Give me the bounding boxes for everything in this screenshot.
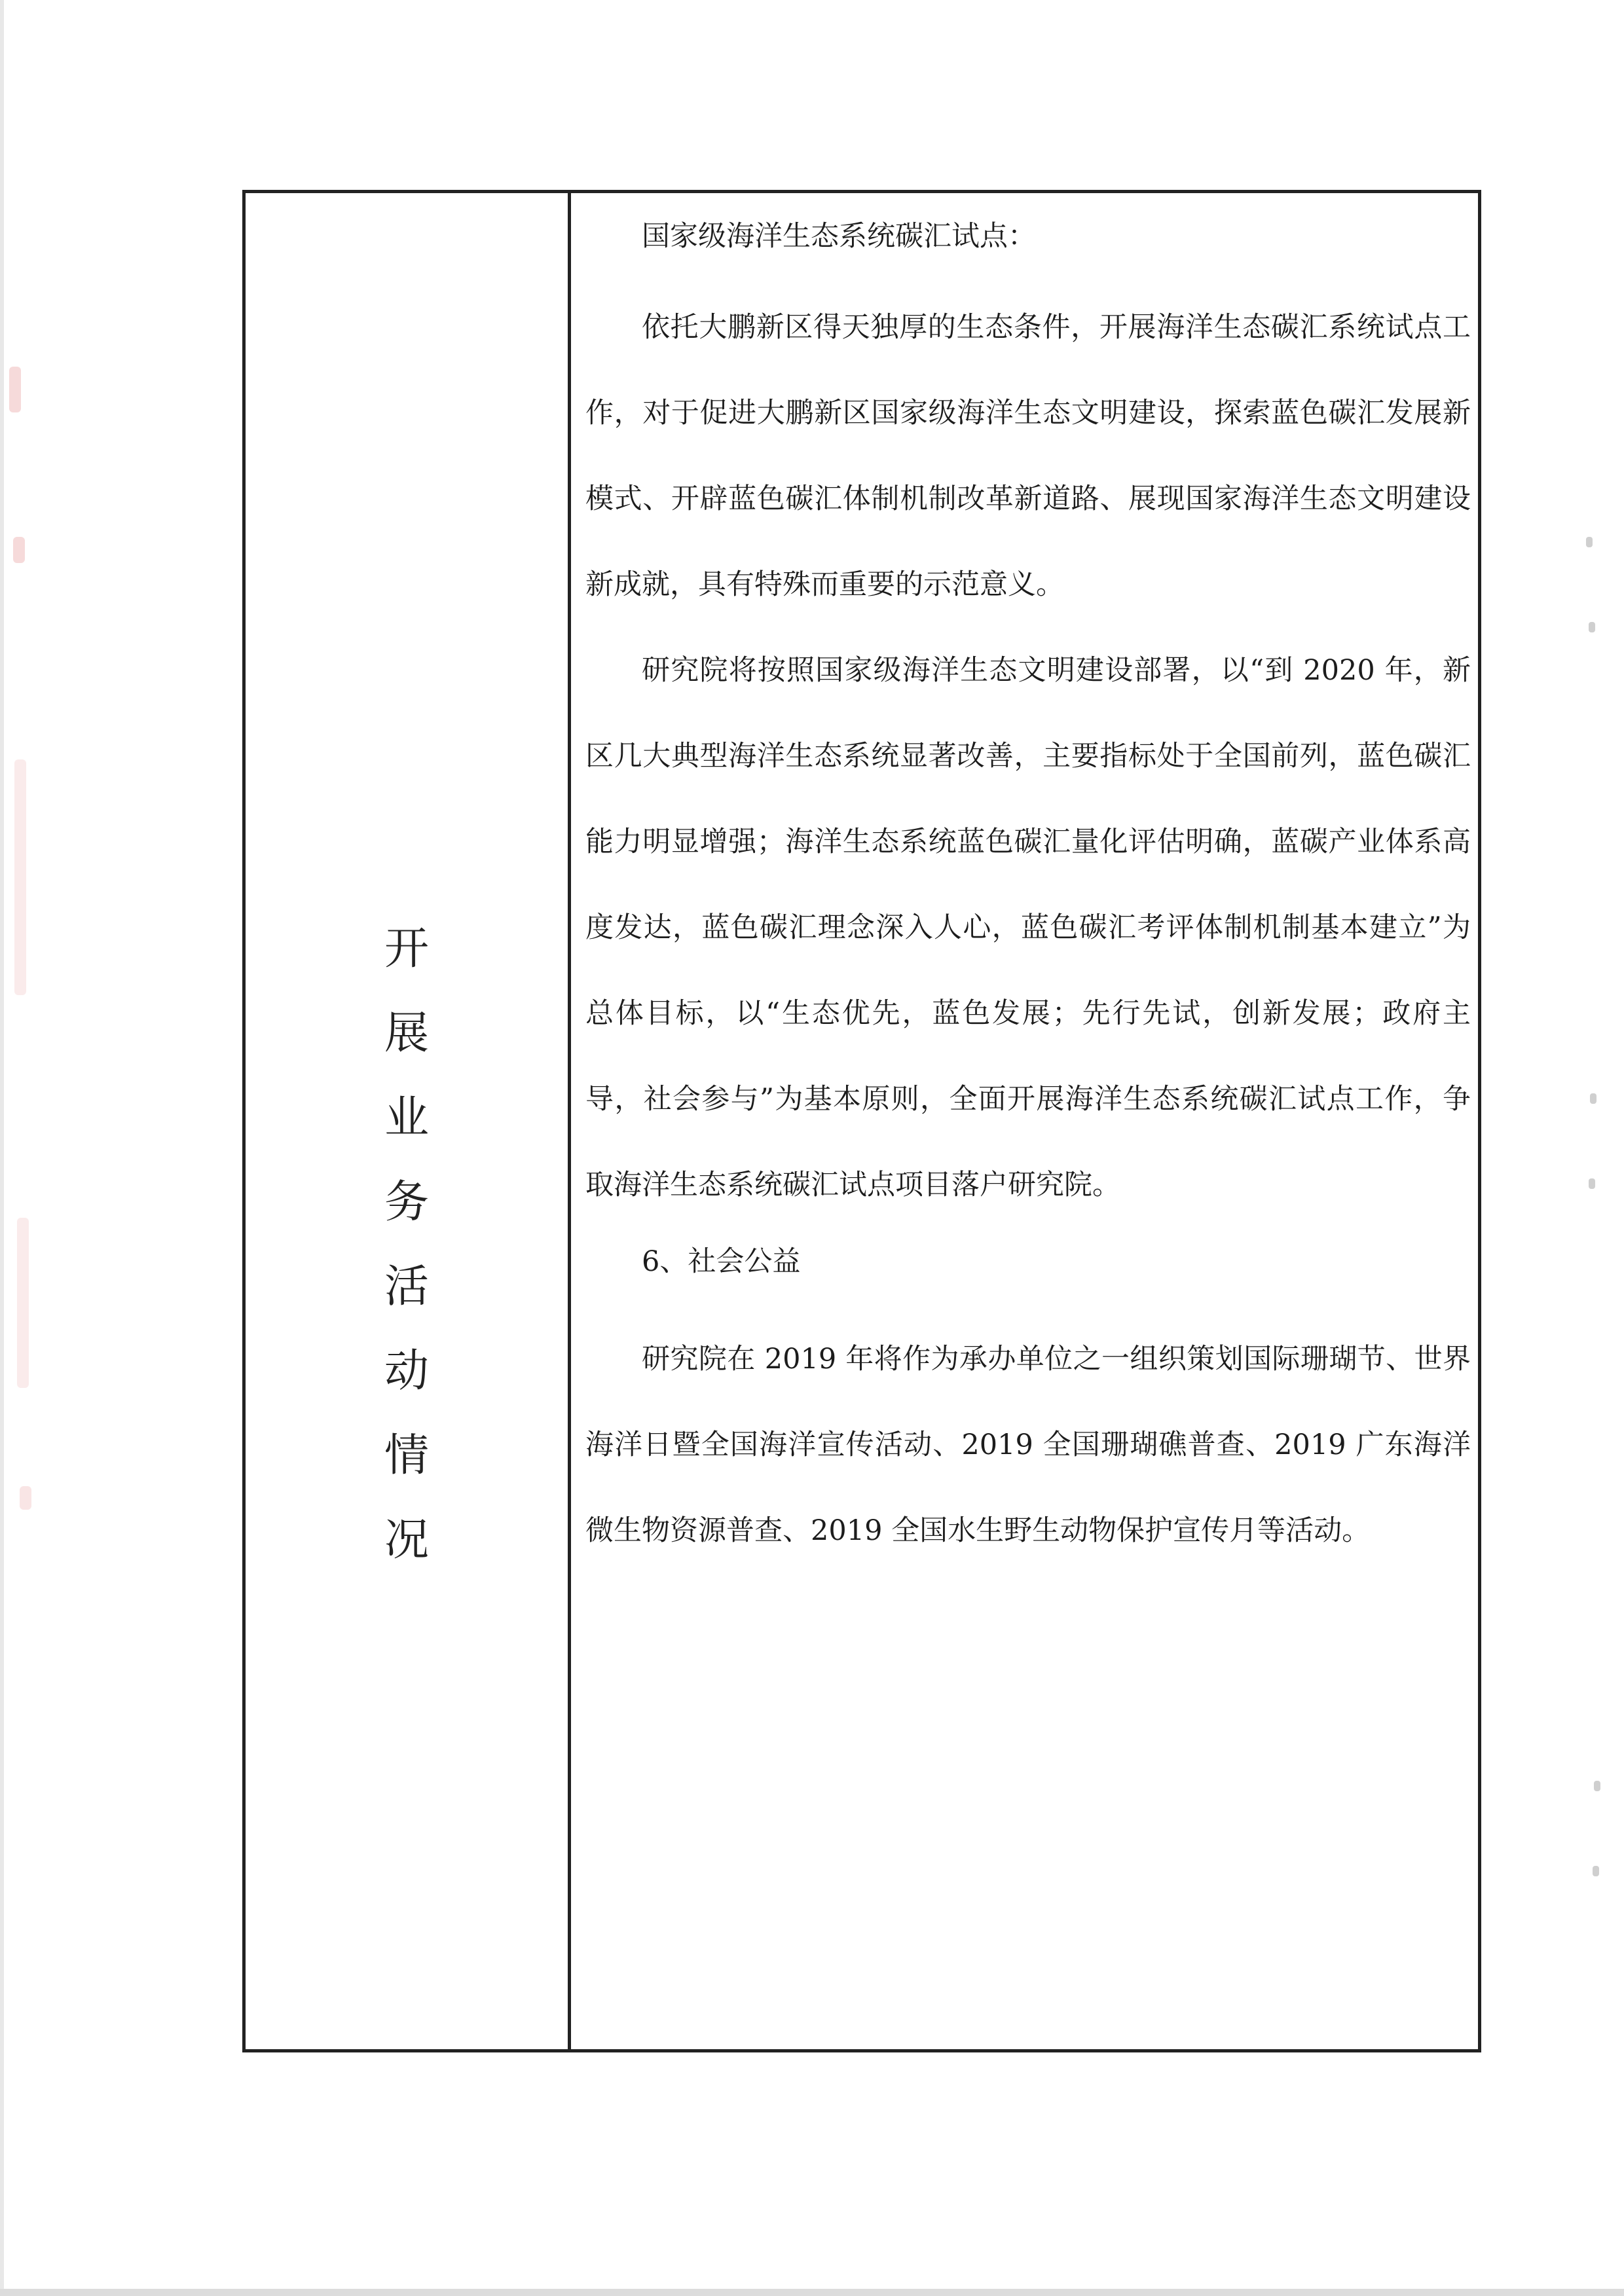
pilot-title-paragraph: 国家级海洋生态系统碳汇试点：	[642, 220, 1036, 253]
section-label-cell	[246, 193, 571, 2049]
section-label-char: 务	[384, 1176, 429, 1228]
public-welfare-heading: 6、社会公益	[642, 1245, 801, 1278]
section-label-vertical	[246, 907, 568, 1582]
section-label-char: 活	[384, 1261, 429, 1313]
stamp-bleed-mark	[17, 1218, 29, 1388]
stamp-bleed-mark	[20, 1486, 31, 1510]
stamp-bleed-mark	[14, 759, 26, 995]
stamp-bleed-mark	[9, 367, 21, 412]
scan-left-edge	[0, 0, 4, 2296]
scan-speck	[1594, 1781, 1600, 1791]
public-welfare-paragraph: 研究院在 2019 年将作为承办单位之一组织策划国际珊瑚节、世界海洋日暨全国海洋宣传活动、2019 全国珊瑚礁普查、2019 广东海洋微生物资源普查、2019 全国水生野生动物保护宣传月等活动。	[585, 1343, 1471, 1547]
activity-form-table	[242, 190, 1481, 2052]
section-label-char: 开	[384, 923, 429, 975]
scan-speck	[1590, 1093, 1596, 1104]
scan-speck	[1586, 537, 1593, 547]
section-label-char: 展	[384, 1008, 429, 1059]
scan-speck	[1593, 1866, 1599, 1876]
section-label-char: 情	[384, 1430, 429, 1482]
section-label-char: 况	[384, 1514, 429, 1566]
section-label-char: 动	[384, 1345, 429, 1397]
section-content-cell	[571, 193, 1478, 2049]
pilot-plan-paragraph: 研究院将按照国家级海洋生态文明建设部署，以“到 2020 年，新区几大典型海洋生态系统显著改善，主要指标处于全国前列，蓝色碳汇能力明显增强；海洋生态系统蓝色碳汇量化评估明确，蓝碳产业体系高度发达，蓝色碳汇理念深入人心，蓝色碳汇考评体制机制基本建立”为总体目标，以“生态优先，蓝色发展；先行先试，创新发展；政府主导，社会参与”为基本原则，全面开展海洋生态系统碳汇试点工作，争取海洋生态系统碳汇试点项目落户研究院。	[585, 654, 1471, 1201]
stamp-bleed-mark	[13, 537, 25, 563]
scan-speck	[1589, 1178, 1595, 1189]
pilot-intro-paragraph: 依托大鹏新区得天独厚的生态条件，开展海洋生态碳汇系统试点工作，对于促进大鹏新区国家级海洋生态文明建设，探索蓝色碳汇发展新模式、开辟蓝色碳汇体制机制改革新道路、展现国家海洋生态文明建设新成就，具有特殊而重要的示范意义。	[585, 311, 1471, 601]
scan-speck	[1589, 622, 1595, 632]
scan-bottom-edge	[0, 2289, 1624, 2296]
section-label-char: 业	[384, 1092, 429, 1144]
